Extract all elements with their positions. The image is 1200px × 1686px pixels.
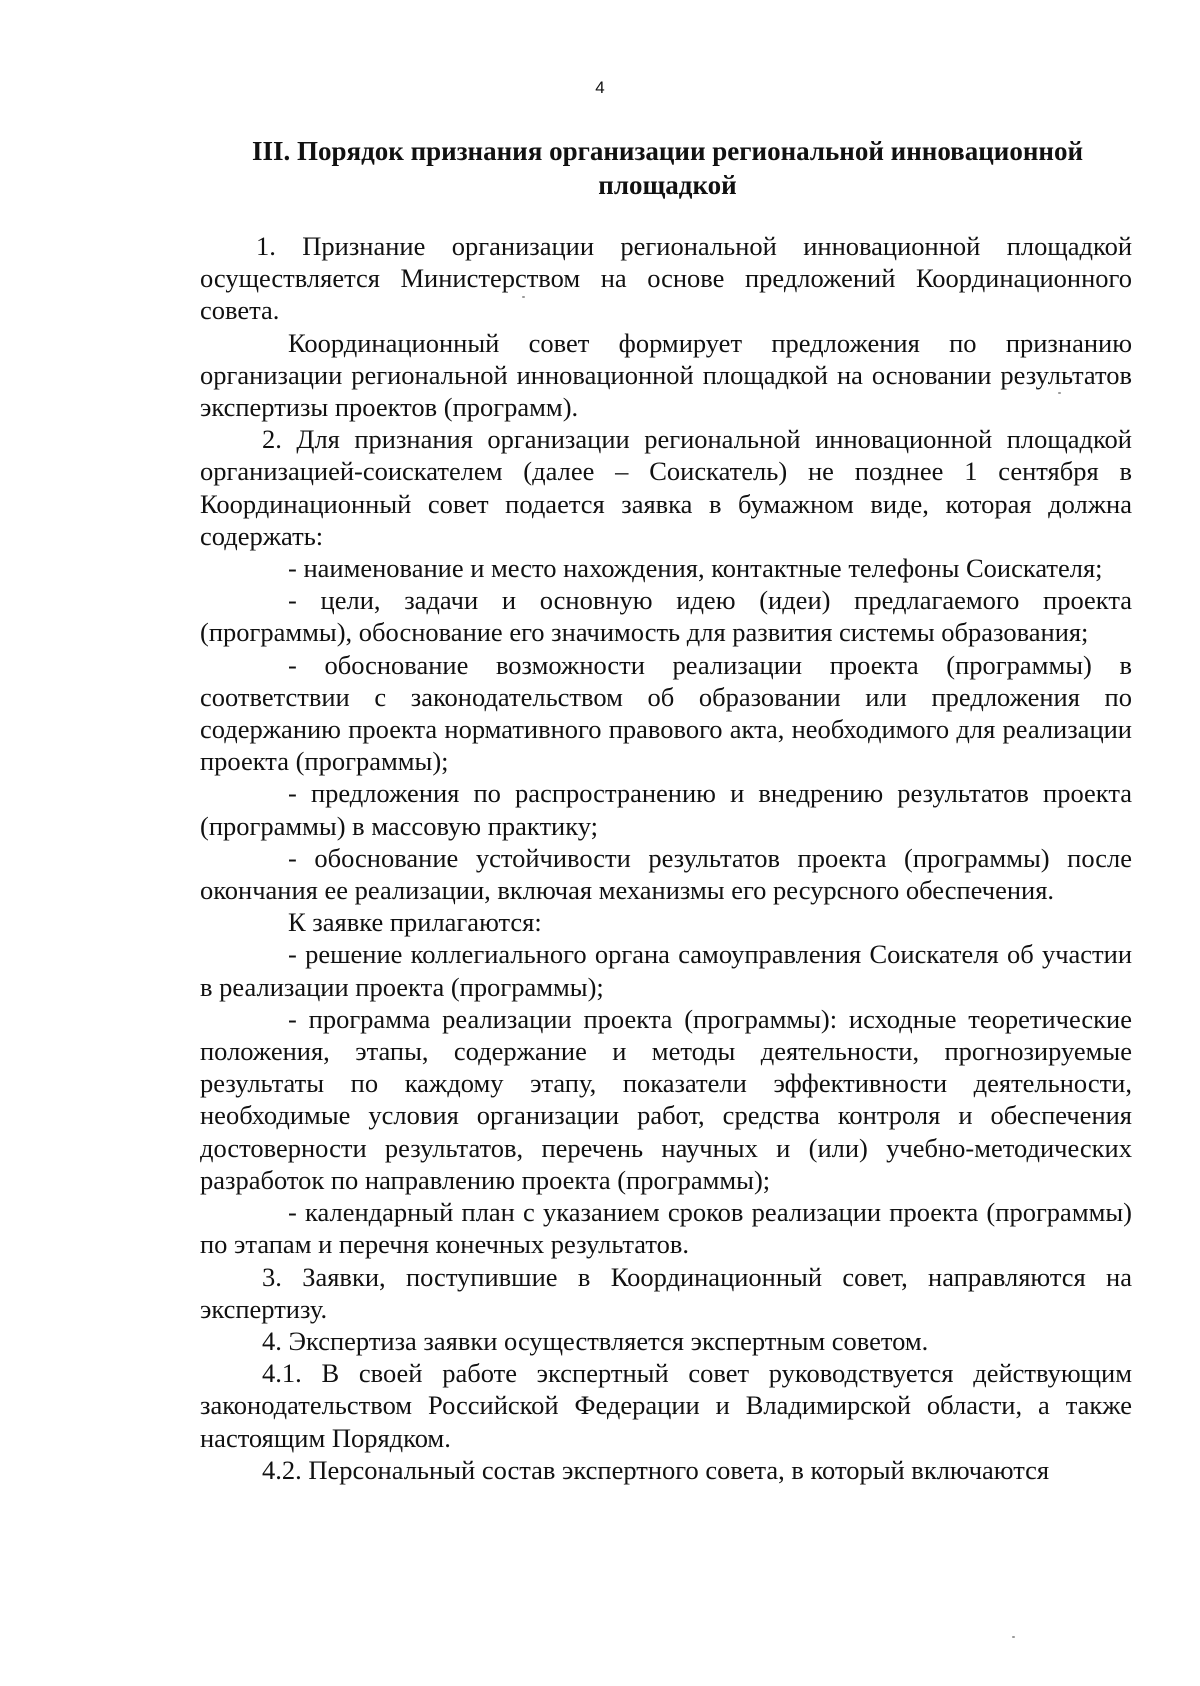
list-item: - наименование и место нахождения, контактные телефоны Соискателя;	[288, 553, 1103, 584]
list-item: - календарный план с указанием сроков реализации проекта (программы) по этапам и перечня конечных результатов.	[200, 1197, 1132, 1260]
paragraph-3: 2. Для признания организации региональной инновационной площадкой организацией-соискателем (далее – Соискатель) не позднее 1 сентября в Координационный совет подается заявка в бумажном виде, которая должна содержать:	[200, 424, 1132, 551]
list-item: - обоснование устойчивости результатов проекта (программы) после окончания ее реализации, включая механизмы его ресурсного обеспечения.	[200, 842, 1132, 906]
section-title-line-1: III. Порядок признания организации региональной инновационной	[251, 136, 1084, 166]
paragraph-4: 4. Экспертиза заявки осуществляется экспертным советом.	[262, 1325, 929, 1356]
list-item: - обоснование возможности реализации проекта (программы) в соответствии с законодательством об образовании или предложения по содержанию проекта нормативного правового акта, необходимого для реализации проекта (программы);	[200, 649, 1132, 777]
section-title	[200, 134, 1135, 202]
scan-speck	[1058, 392, 1061, 394]
list-item: - цели, задачи и основную идею (идеи) предлагаемого проекта (программы), обоснование его значимость для развития системы образования;	[200, 585, 1132, 648]
section-title-line-2: площадкой	[598, 170, 737, 200]
list-item: - решение коллегиального органа самоуправления Соискателя об участии в реализации проекта (программы);	[200, 939, 1132, 1002]
paragraph-2: Координационный совет формирует предложения по признанию организации региональной инновационной площадкой на основании результатов экспертизы проектов (программ).	[200, 327, 1132, 423]
page-number: 4	[595, 78, 605, 97]
list-item: - предложения по распространению и внедрению результатов проекта (программы) в массовую практику;	[200, 778, 1132, 841]
attachments-intro: К заявке прилагаются:	[288, 907, 542, 938]
paragraph-4-2: 4.2. Персональный состав экспертного совета, в который включаются	[262, 1454, 1050, 1485]
paragraph-1: 1. Признание организации региональной инновационной площадкой осуществляется Министерством на основе предложений Координационного совета.	[200, 231, 1132, 326]
paragraph-3-applications: 3. Заявки, поступившие в Координационный совет, направляются на экспертизу.	[200, 1261, 1132, 1324]
scan-speck	[1012, 1636, 1015, 1638]
scan-speck	[522, 296, 525, 298]
list-item: - программа реализации проекта (программы): исходные теоретические положения, этапы, содержание и методы деятельности, прогнозируемые результаты по каждому этапу, показатели эффективности деятельности, необходимые условия организации работ, средства контроля и обеспечения достоверности результатов, перечень научных и (или) учебно-методических разработок по направлению проекта (программы);	[200, 1003, 1132, 1195]
document-body	[200, 230, 1132, 1486]
paragraph-4-1: 4.1. В своей работе экспертный совет руководствуется действующим законодательством Российской Федерации и Владимирской области, а также настоящим Порядком.	[200, 1358, 1132, 1453]
